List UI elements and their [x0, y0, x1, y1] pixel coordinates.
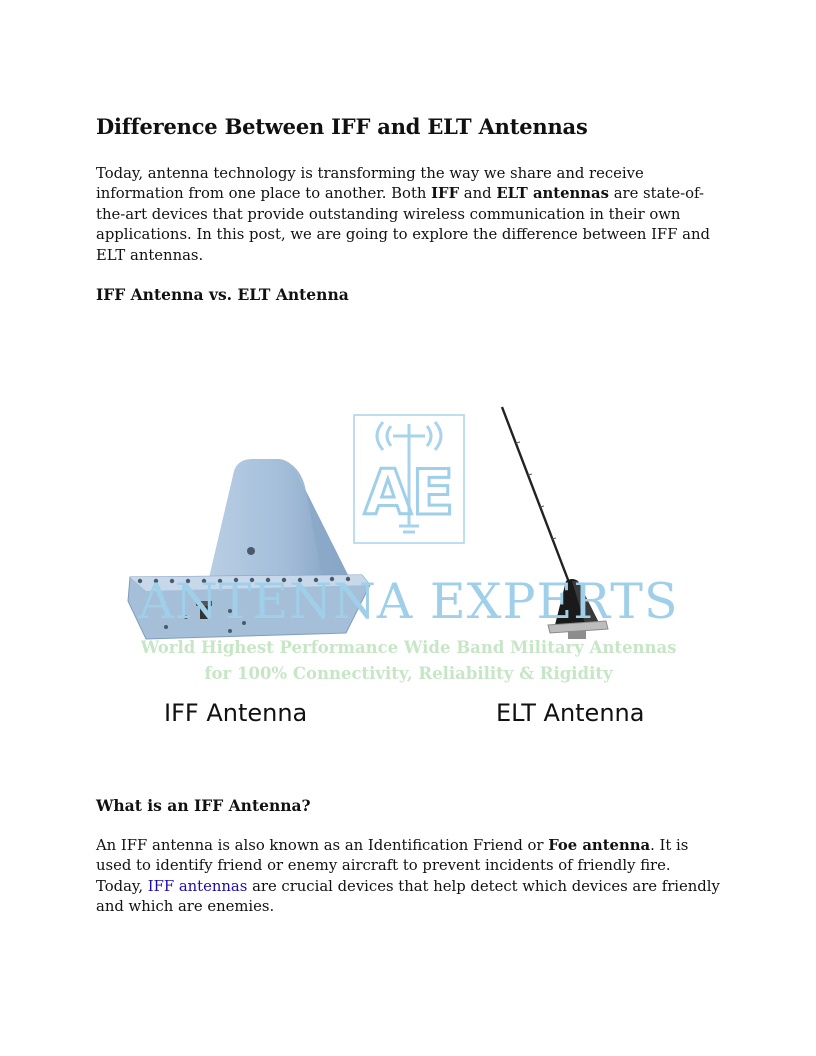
watermark-brand-text: ANTENNA EXPERTS — [138, 573, 679, 630]
foe-antenna-bold: Foe antenna — [548, 837, 651, 854]
iff-bold: IFF — [431, 185, 460, 203]
comparison-heading: IFF Antenna vs. ELT Antenna — [96, 285, 349, 304]
elt-antenna-caption: ELT Antenna — [496, 699, 645, 727]
antenna-comparison-figure — [96, 395, 721, 740]
iff-definition-heading: What is an IFF Antenna? — [96, 796, 311, 815]
iff-antenna-caption: IFF Antenna — [164, 699, 308, 727]
watermark-tagline-line2: for 100% Connectivity, Reliability & Rigidity — [204, 664, 613, 683]
svg-text:AE: AE — [363, 456, 455, 529]
iff-antennas-link[interactable]: IFF antennas — [147, 877, 248, 895]
watermark-tagline-line1: World Highest Performance Wide Band Military Antennas — [140, 638, 677, 657]
iff-definition-paragraph: An IFF antenna is also known as an Identification Friend or Foe antenna. It is used to identify friend or enemy aircraft to prevent incidents of friendly fire. Today, IFF antennas are crucial devices that help detect which devices are friendly and which are enemies. — [96, 837, 720, 916]
elt-antennas-bold: ELT antennas — [496, 185, 609, 203]
intro-paragraph: Today, antenna technology is transforming the way we share and receive information from one place to another. Both IFF and ELT antennas are state-of-the-art devices that provide outstanding wireless communication in their own applications. In this post, we are going to explore the difference between IFF and ELT antennas. — [96, 165, 710, 264]
page-title: Difference Between IFF and ELT Antennas — [96, 114, 588, 139]
